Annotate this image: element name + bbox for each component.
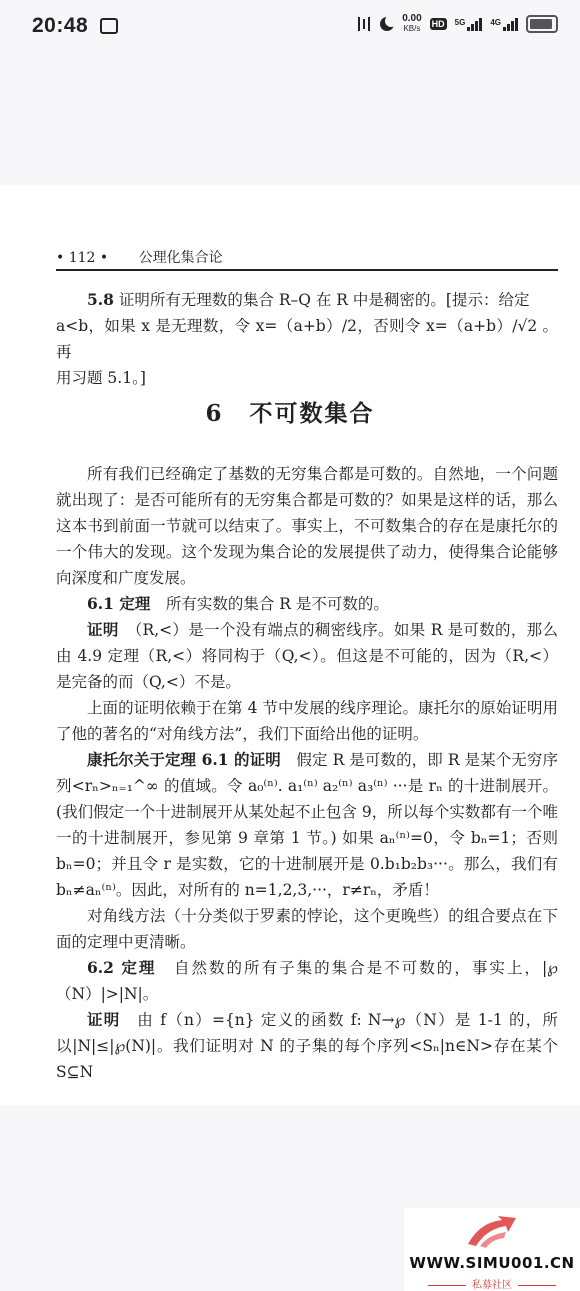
clock: 20:48	[32, 14, 89, 37]
proof-6-1	[56, 617, 558, 695]
running-head	[56, 247, 556, 267]
section-body	[56, 461, 558, 1085]
exercise-line-1: 证明所有无理数的集合 R–Q 在 R 中是稠密的。[提示：给定	[113, 291, 530, 309]
exercise-label: 5.8	[87, 290, 114, 309]
signal-5g-icon	[455, 18, 483, 31]
exercise-5-8	[56, 287, 558, 391]
paragraph-above-proof: 上面的证明依赖于在第 4 节中发展的线序理论。康托尔的原始证明用了他的著名的“对角线方法”，我们下面给出他的证明。	[56, 699, 558, 743]
theorem-6-1-text: 所有实数的集合 R 是不可数的。	[150, 595, 389, 613]
book-title: 公理化集合论	[138, 250, 223, 266]
book-page[interactable]	[0, 185, 580, 1105]
exercise-line-2: a<b，如果 x 是无理数，令 x=（a+b）/2，否则令 x=（a+b）/√2 。再	[56, 317, 558, 361]
watermark-logo-icon	[462, 1212, 526, 1250]
intro-paragraph: 所有我们已经确定了基数的无穷集合都是可数的。自然地，一个问题就出现了：是否可能所有的无穷集合都是可数的？如果是这样的话，那么这本书到前面一节就可以结束了。事实上，不可数集合的存在是康托尔的一个伟大的发现。这个发现为集合论的发展提供了动力，使得集合论能够向深度和广度发展。	[56, 465, 558, 587]
proof-label: 证明	[87, 620, 119, 639]
network-speed-unit: KB/s	[403, 24, 421, 33]
watermark-subtitle: 私募社区	[404, 1276, 580, 1291]
proof-6-2	[56, 1007, 558, 1085]
cantor-proof-text: 假定 R 是可数的，即 R 是某个无穷序列<rₙ>ₙ₌₁^∞ 的值域。令 a₀⁽ⁿ⁾. a₁⁽ⁿ⁾ a₂⁽ⁿ⁾ a₃⁽ⁿ⁾ ···是 rₙ 的十进制展开。(我们假定一个十进制展开从某处起不止包含 9，所以每个实数都有一个唯一的十进制展开，参见第 9 章第 1 节。) 如果 aₙ⁽ⁿ⁾=0，令 bₙ=1；否则 bₙ=0；并且令 r 是实数，它的十进制展开是 0.b₁b₂b₃···。那么，我们有 bₙ≠aₙ⁽ⁿ⁾。因此，对所有的 n=1,2,3,···，r≠rₙ，矛盾！	[56, 751, 558, 899]
signal-4g-label: 4G	[490, 17, 501, 27]
proof-6-2-text: 由 f（n）={n} 定义的函数 f: N→℘（N）是 1-1 的，所以|N|≤|℘(N)|。我们证明对 N 的子集的每个序列<Sₙ|n∈N>存在某个 S⊆N	[56, 1011, 558, 1081]
section-heading	[0, 395, 580, 428]
theorem-6-2-text: 自然数的所有子集的集合是不可数的，事实上，|℘（N）|>|N|。	[56, 959, 558, 1003]
diagonal-paragraph: 对角线方法（十分类似于罗素的悖论，这个更晚些）的组合要点在下面的定理中更清晰。	[56, 907, 558, 951]
vibrate-icon	[356, 17, 372, 31]
theorem-6-2	[56, 955, 558, 1007]
proof-text: （R,<）是一个没有端点的稠密线序。如果 R 是可数的，那么由 4.9 定理（R,<）将同构于（Q,<）。但这是不可能的，因为（R,<）是完备的而（Q,<）不是。	[56, 621, 558, 691]
proof-6-2-label: 证明	[87, 1010, 121, 1029]
theorem-6-1	[56, 591, 558, 617]
status-icons	[356, 14, 558, 34]
battery-icon	[526, 15, 558, 33]
section-number: 6	[205, 400, 224, 427]
section-title: 不可数集合	[249, 400, 375, 427]
hd-icon: HD	[431, 19, 445, 29]
watermark	[404, 1208, 580, 1291]
bilibili-icon	[100, 18, 118, 34]
cantor-proof-label: 康托尔关于定理 6.1 的证明	[87, 750, 281, 769]
exercise-line-3: 用习题 5.1。]	[56, 369, 146, 387]
header-rule	[56, 269, 558, 271]
network-speed	[402, 14, 421, 34]
theorem-6-2-label: 6.2 定理	[87, 958, 157, 977]
network-speed-value: 0.00	[402, 13, 422, 24]
theorem-6-1-label: 6.1 定理	[87, 594, 151, 613]
signal-5g-label: 5G	[454, 17, 466, 27]
page-number: • 112 •	[56, 250, 109, 266]
signal-4g-icon	[490, 18, 518, 31]
do-not-disturb-icon	[380, 17, 394, 31]
watermark-site: WWW.SIMU001.CN	[409, 1254, 575, 1272]
status-bar	[0, 0, 580, 52]
cantor-proof	[56, 747, 558, 903]
